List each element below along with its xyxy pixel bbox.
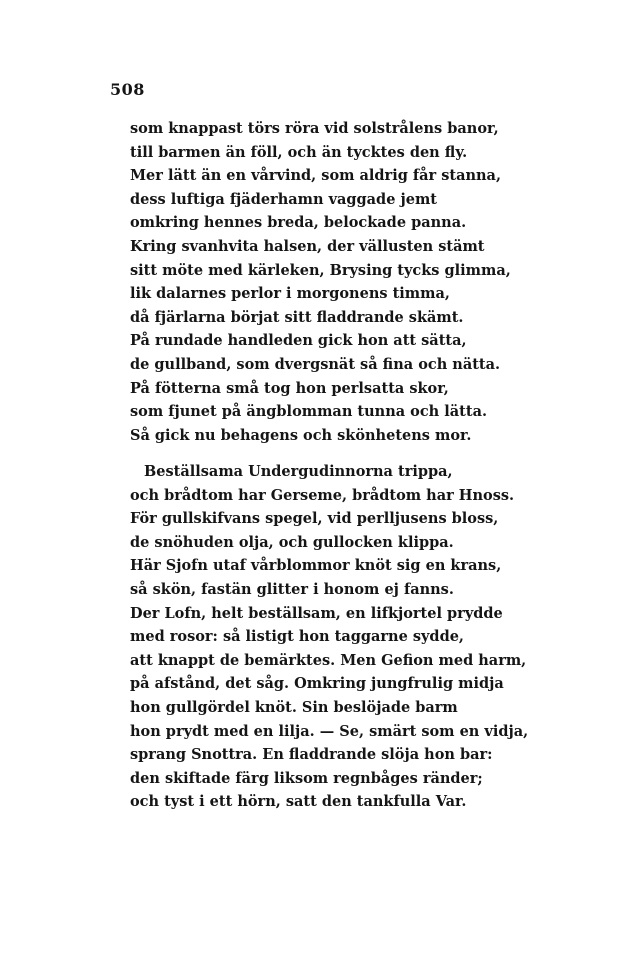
poem-line: På fötterna små tog hon perlsatta skor,: [130, 379, 449, 397]
poem-line: För gullskifvans spegel, vid perlljusens bloss,: [130, 510, 499, 528]
poem-line: och tyst i ett hörn, satt den tankfulla Var.: [130, 793, 467, 811]
poem-line: på afstånd, det såg. Omkring jungfrulig midja: [130, 675, 504, 693]
poem-line: den skiftade färg liksom regnbåges ränder;: [130, 769, 483, 787]
poem-line: att knappt de bemärktes. Men Gefion med harm,: [130, 651, 527, 669]
poem-line: Här Sjofn utaf vårblommor knöt sig en krans,: [130, 557, 502, 575]
poem-line: På rundade handleden gick hon att sätta,: [130, 332, 467, 350]
page-number: 508: [110, 80, 145, 99]
poem-line: sitt möte med kärleken, Brysing tycks glimma,: [130, 261, 511, 279]
poem-line: de gullband, som dvergsnät så fina och nätta.: [130, 355, 501, 373]
stanza-2: [130, 460, 529, 814]
poem-line: med rosor: så listigt hon taggarne sydde,: [130, 628, 464, 646]
poem-line: då fjärlarna börjat sitt fladdrande skämt.: [130, 308, 464, 326]
poem-line: lik dalarnes perlor i morgonens timma,: [130, 285, 450, 303]
poem-line: hon gullgördel knöt. Sin beslöjade barm: [130, 698, 458, 716]
poem-line: sprang Snottra. En fladdrande slöja hon bar:: [130, 746, 493, 764]
poem-line: så skön, fastän glitter i honom ej fanns.: [130, 580, 454, 598]
poem-line: Beställsama Undergudinnorna trippa,: [144, 463, 453, 480]
poem-line: omkring hennes breda, belockade panna.: [130, 214, 467, 232]
poem-line: Mer lätt än en vårvind, som aldrig får stanna,: [130, 167, 501, 185]
stanza-1: [130, 117, 510, 447]
poem-line: Kring svanhvita halsen, der vällusten stämt: [130, 237, 485, 255]
poem-line: till barmen än föll, och än tycktes den fly.: [130, 143, 468, 161]
poem-line: som fjunet på ängblomman tunna och lätta.: [130, 403, 488, 421]
poem-line: dess luftiga fjäderhamn vaggade jemt: [130, 190, 437, 208]
poem-line: Der Lofn, helt beställsam, en lifkjortel prydde: [130, 604, 503, 622]
poem-line: Så gick nu behagens och skönhetens mor.: [130, 426, 472, 444]
poem-line: som knappast törs röra vid solstrålens banor,: [130, 120, 499, 137]
poem-line: de snöhuden olja, och gullocken klippa.: [130, 533, 454, 551]
poem-line: hon prydt med en lilja. — Se, smärt som en vidja,: [130, 722, 529, 740]
poem-line: och brådtom har Gerseme, brådtom har Hnoss.: [130, 486, 515, 504]
